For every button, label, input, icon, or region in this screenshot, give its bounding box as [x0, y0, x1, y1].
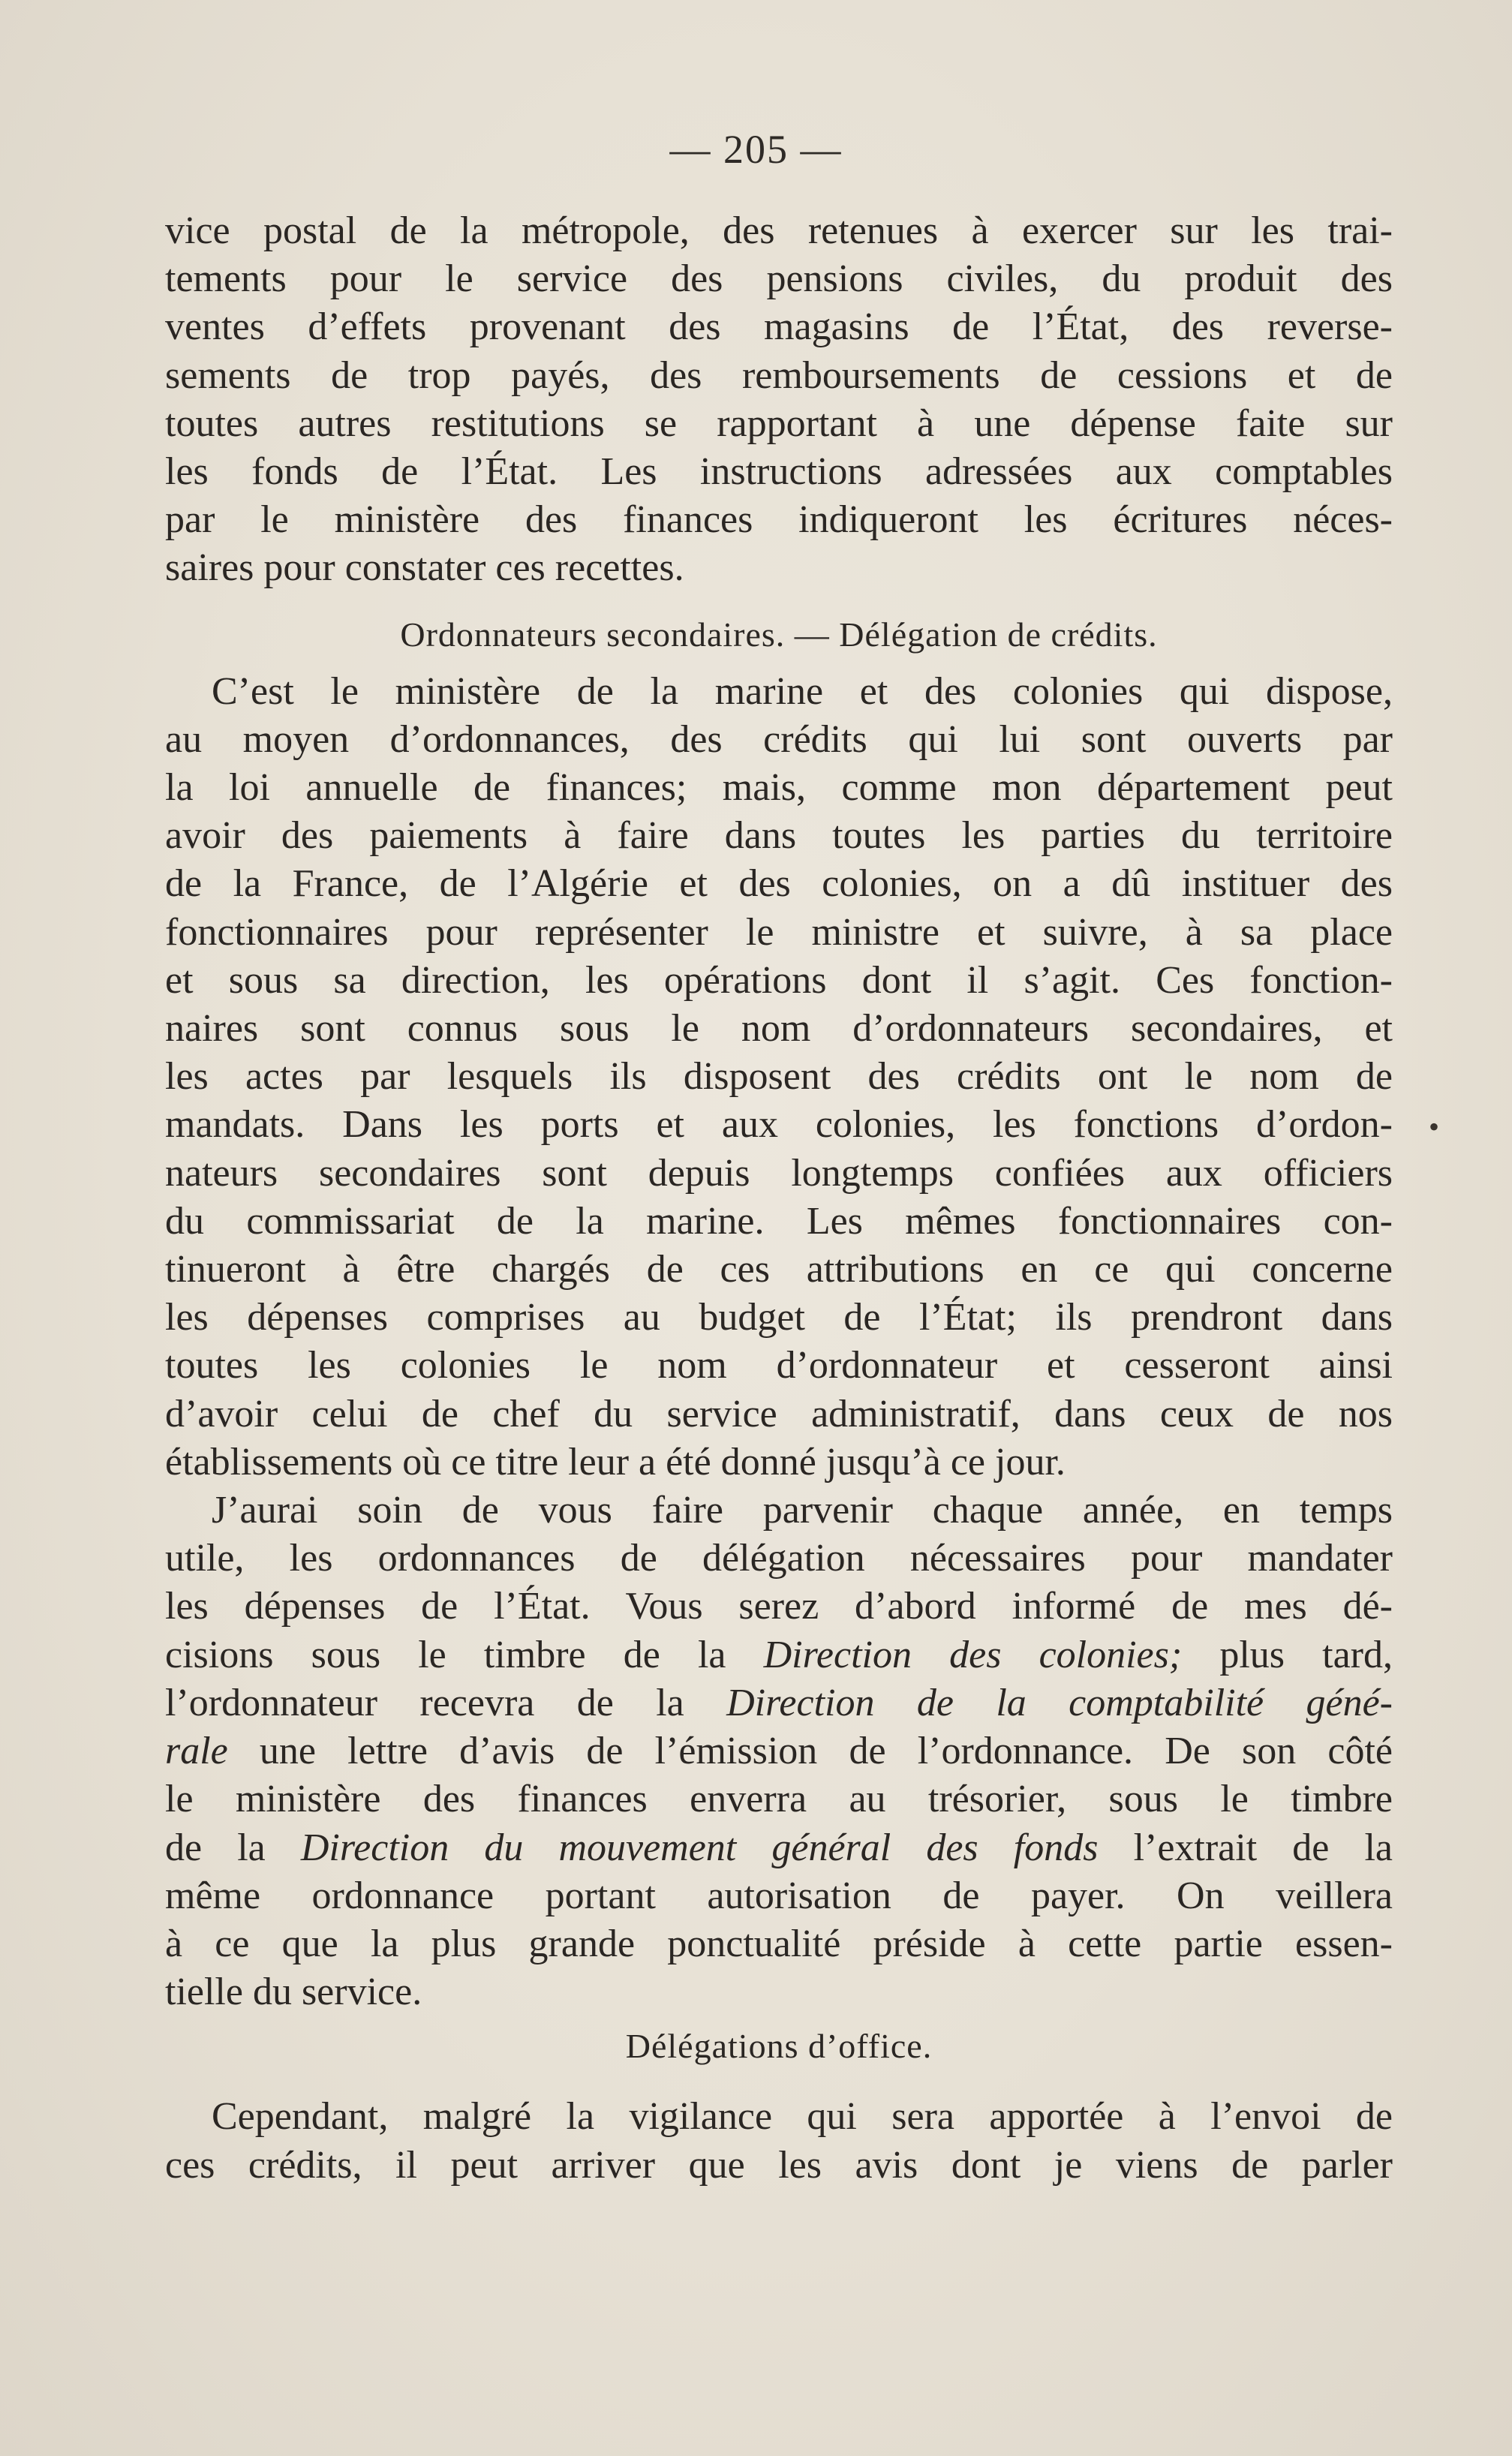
- text-span: l’extrait de la: [1098, 1826, 1393, 1869]
- text-line: par le ministère des finances indiqueront les écritures néces-: [165, 498, 1393, 542]
- text-line: sements de trop payés, des remboursements de cessions et de: [165, 353, 1393, 397]
- text-line: le ministère des finances enverra au trésorier, sous le timbre: [165, 1778, 1393, 1821]
- italic-title: Direction des colonies;: [763, 1633, 1183, 1676]
- text-line: tinueront à être chargés de ces attributions en ce qui concerne: [165, 1248, 1393, 1291]
- section-heading-ordonnateurs: Ordonnateurs secondaires. — Délégation de crédits.: [400, 615, 1158, 654]
- text-line: du commissariat de la marine. Les mêmes fonctionnaires con-: [165, 1199, 1393, 1243]
- text-span: plus tard,: [1182, 1633, 1393, 1676]
- page-number: — 205 —: [669, 127, 843, 172]
- paragraph-4: [165, 2093, 1393, 2189]
- italic-title: Direction du mouvement général des fonds: [300, 1826, 1099, 1869]
- text-line: toutes autres restitutions se rapportant à une dépense faite sur: [165, 401, 1393, 445]
- text-line: [165, 1824, 1393, 1872]
- text-line: tielle du service.: [165, 1971, 422, 2014]
- text-line: d’avoir celui de chef du service administratif, dans ceux de nos: [165, 1392, 1393, 1435]
- text-line: fonctionnaires pour représenter le ministre et suivre, à sa place: [165, 910, 1393, 954]
- paragraph-3: [165, 1487, 1393, 2016]
- italic-title: Direction de la comptabilité géné-: [726, 1681, 1393, 1724]
- text-line: avoir des paiements à faire dans toutes les parties du territoire: [165, 814, 1393, 858]
- text-line: les fonds de l’État. Les instructions adressées aux comptables: [165, 450, 1393, 494]
- text-line: vice postal de la métropole, des retenues à exercer sur les trai-: [165, 209, 1393, 252]
- text-line: tements pour le service des pensions civiles, du produit des: [165, 257, 1393, 301]
- text-line: nateurs secondaires sont depuis longtemps confiées aux officiers: [165, 1151, 1393, 1195]
- text-line: les dépenses comprises au budget de l’État; ils prendront dans: [165, 1296, 1393, 1339]
- section-heading-delegations: Délégations d’office.: [625, 2027, 933, 2066]
- text-line: au moyen d’ordonnances, des crédits qui lui sont ouverts par: [165, 717, 1393, 761]
- body-text: [165, 207, 1393, 2190]
- text-line: la loi annuelle de finances; mais, comme mon département peut: [165, 766, 1393, 810]
- text-line: les dépenses de l’État. Vous serez d’abord informé de mes dé-: [165, 1585, 1393, 1628]
- text-line: Cependant, malgré la vigilance qui sera apportée à l’envoi de: [212, 2095, 1393, 2139]
- text-line: ventes d’effets provenant des magasins de l’État, des reverse-: [165, 305, 1393, 349]
- text-line: de la France, de l’Algérie et des colonies, on a dû instituer des: [165, 862, 1393, 906]
- text-line: les actes par lesquels ils disposent des crédits ont le nom de: [165, 1055, 1393, 1099]
- text-line: [165, 1727, 1393, 1775]
- text-line: établissements où ce titre leur a été donné jusqu’à ce jour.: [165, 1440, 1066, 1484]
- text-line: naires sont connus sous le nom d’ordonnateurs secondaires, et: [165, 1007, 1393, 1051]
- italic-title: rale: [165, 1730, 228, 1773]
- text-line: [165, 1679, 1393, 1727]
- text-line: utile, les ordonnances de délégation nécessaires pour mandater: [165, 1537, 1393, 1580]
- text-line: et sous sa direction, les opérations dont il s’agit. Ces fonction-: [165, 958, 1393, 1002]
- text-line: saires pour constater ces recettes.: [165, 546, 684, 590]
- text-span: cisions sous le timbre de la: [165, 1633, 764, 1676]
- text-line: même ordonnance portant autorisation de payer. On veillera: [165, 1874, 1393, 1917]
- print-dot-mark: •: [1429, 1110, 1440, 1144]
- text-line: toutes les colonies le nom d’ordonnateur et cesseront ainsi: [165, 1344, 1393, 1387]
- text-span: de la: [165, 1826, 301, 1869]
- text-line: mandats. Dans les ports et aux colonies, les fonctions d’ordon-: [165, 1103, 1393, 1147]
- text-span: l’ordonnateur recevra de la: [165, 1681, 727, 1724]
- text-line: ces crédits, il peut arriver que les avis dont je viens de parler: [165, 2143, 1393, 2187]
- text-span: une lettre d’avis de l’émission de l’ordonnance. De son côté: [227, 1730, 1393, 1773]
- text-line: J’aurai soin de vous faire parvenir chaque année, en temps: [212, 1489, 1393, 1532]
- paragraph-1: [165, 207, 1393, 593]
- text-line: [165, 1631, 1393, 1679]
- text-line: C’est le ministère de la marine et des colonies qui dispose,: [212, 669, 1393, 713]
- text-line: à ce que la plus grande ponctualité préside à cette partie essen-: [165, 1922, 1393, 1965]
- paragraph-2: [165, 668, 1393, 1487]
